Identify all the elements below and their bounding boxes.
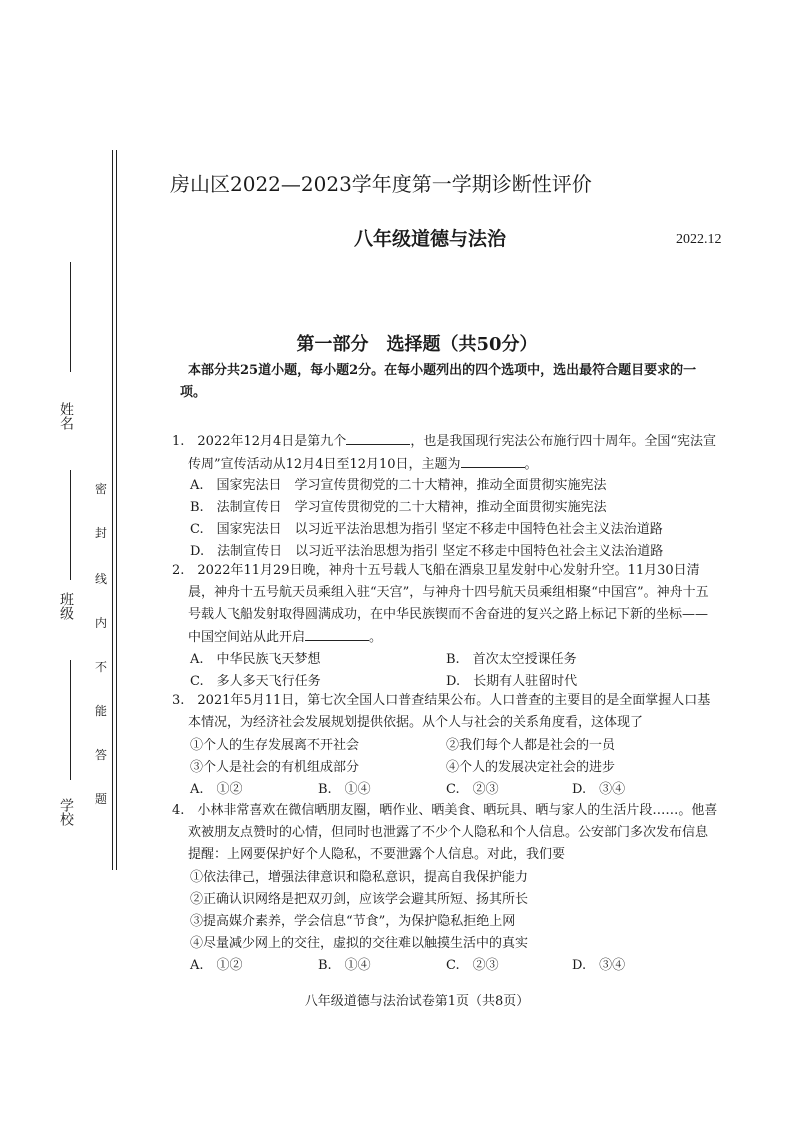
statement-1: ①个人的生存发展离不开社会 [190,738,360,753]
statement-3: ③提高媒介素养，学会信息“节食”，为保护隐私拒绝上网 [190,914,516,929]
class-label [58,592,74,624]
question-3 [172,690,720,734]
stem-text: 。 [369,630,383,645]
option-d: D. 长期有人驻留时代 [446,674,578,689]
school-label [58,798,74,830]
option-d: D. 法制宣传日 以习近平法治思想为指引 坚定不移走中国特色社会主义法治道路 [190,544,664,559]
option-a: A. 国家宪法日 学习宣传贯彻党的二十大精神，推动全面贯彻实施宪法 [190,478,607,493]
answer-blank [346,430,410,445]
seal-char: 不 [94,660,107,674]
option-d: D. ③④ [572,958,626,973]
option-d: D. ③④ [572,782,626,797]
seal-char: 密 [94,482,107,496]
option-a: A. ①② [190,958,243,973]
seal-char: 能 [94,704,107,718]
option-c: C. ②③ [446,958,499,973]
statement-4: ④个人的发展决定社会的进步 [446,760,616,775]
stem-text: 1. 2022年12月4日是第九个 [172,434,347,449]
school-field-line [70,660,71,780]
stem-text: ，也是我国现行宪法公布施行四十周年。全国“宪法宣传周”宣传活动从12月4日至12月10日，主题为 [188,434,716,472]
class-label-text: 班级 [58,592,74,620]
exam-subject: 八年级道德与法治 [354,228,507,250]
seal-char: 答 [94,748,107,762]
name-label-text: 姓名 [58,402,74,430]
option-a: A. 中华民族飞天梦想 [190,652,321,667]
part-title: 第一部分 选择题（共50分） [296,334,538,355]
question-4 [172,800,720,866]
answer-blank [305,626,369,641]
option-a: A. ①② [190,782,243,797]
statement-2: ②正确认识网络是把双刃剑，应该学会避其所短、扬其所长 [190,892,529,907]
name-label [58,402,74,434]
stem-text: 2. 2022年11月29日晚，神舟十五号载人飞船在酒泉卫星发射中心发射升空。11月30日清晨，神舟十五号航天员乘组入驻“天宫”，与神舟十四号航天员乘组相聚“中国宫”。神舟十五号载人飞船发射取得圆满成功，在中华民族锲而不舍奋进的复兴之路上标记下新的坐标——中国空间站从此开启 [172,563,709,645]
question-stem: 4. 小林非常喜欢在微信晒朋友圈，晒作业、晒美食、晒玩具、晒与家人的生活片段……。他喜欢被朋友点赞时的心情，但同时也泄露了不少个人隐私和个人信息。公安部门多次发布信息提醒：上网要保护好个人隐私，不要泄露个人信息。对此，我们要 [172,803,718,862]
option-b: B. 首次太空授课任务 [446,652,577,667]
option-b: B. 法制宣传日 学习宣传贯彻党的二十大精神，推动全面贯彻实施宪法 [190,500,607,515]
page-footer: 八年级道德与法治试卷第1页（共8页） [304,994,530,1009]
exam-title: 房山区2022—2023学年度第一学期诊断性评价 [170,172,592,196]
binding-line-inner [116,150,117,870]
question-stem: 3. 2021年5月11日，第七次全国人口普查结果公布。人口普查的主要目的是全面掌握人口基本情况，为经济社会发展规划提供依据。从个人与社会的关系角度看，这体现了 [172,693,711,730]
question-2 [172,560,720,649]
seal-char: 封 [94,526,107,540]
stem-text: 。 [524,457,538,472]
option-c: C. 国家宪法日 以习近平法治思想为指引 坚定不移走中国特色社会主义法治道路 [190,522,663,537]
question-stem [172,560,720,649]
answer-blank [461,453,525,468]
binding-line-outer [112,150,113,870]
option-b: B. ①④ [318,782,371,797]
seal-char: 内 [94,616,107,630]
question-stem [172,430,720,476]
statement-2: ②我们每个人都是社会的一员 [446,738,616,753]
class-field-line [70,470,71,580]
option-b: B. ①④ [318,958,371,973]
school-label-text: 学校 [58,798,74,826]
option-c: C. 多人多天飞行任务 [190,674,321,689]
statement-4: ④尽量减少网上的交往，虚拟的交往难以触摸生活中的真实 [190,936,529,951]
seal-char: 线 [94,572,107,586]
statement-1: ①依法律己，增强法律意识和隐私意识，提高自我保护能力 [190,870,529,885]
question-1 [172,430,720,476]
exam-date: 2022.12 [676,232,722,247]
statement-3: ③个人是社会的有机组成部分 [190,760,360,775]
seal-char: 题 [94,792,107,806]
option-c: C. ②③ [446,782,499,797]
part-intro: 本部分共25道小题，每小题2分。在每小题列出的四个选项中，选出最符合题目要求的一项。 [180,363,697,400]
